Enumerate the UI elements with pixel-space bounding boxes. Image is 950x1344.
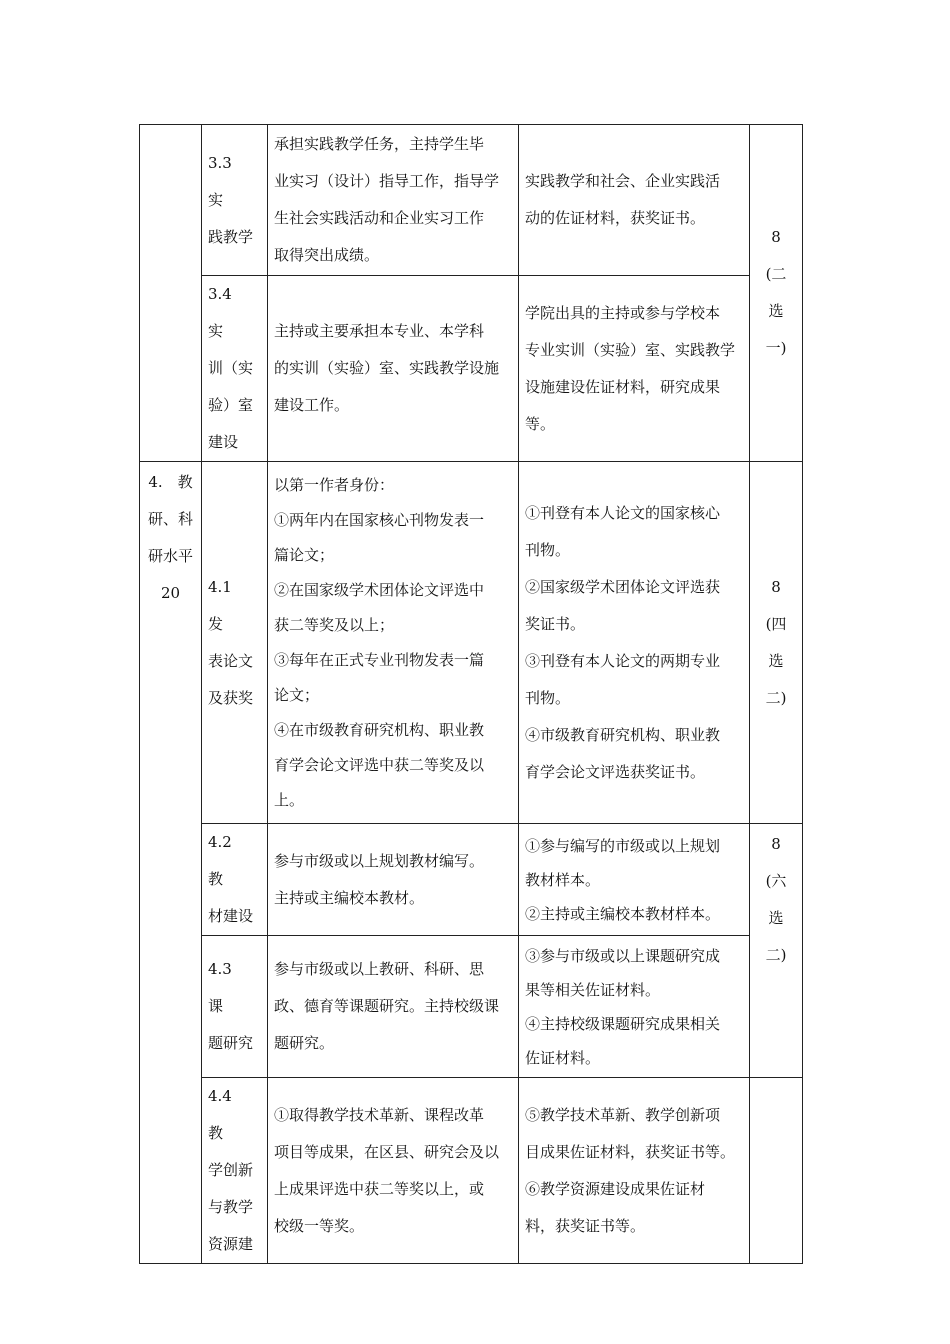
item-cell: 4.3 课 题研究 bbox=[202, 936, 268, 1078]
item-cell: 4.2 教 材建设 bbox=[202, 824, 268, 936]
table-row bbox=[140, 1078, 803, 1264]
item-cell: 4.4 教 学创新 与教学 资源建 bbox=[202, 1078, 268, 1264]
requirement-cell: 以第一作者身份： ①两年内在国家核心刊物发表一 篇论文； ②在国家级学术团体论文评选中 获二等奖及以上； ③每年在正式专业刊物发表一篇 论文； ④在市级教育研究机构、职业教 育学会论文评选中获二等奖及以 上。 bbox=[268, 462, 519, 824]
item-cell: 3.3 实 践教学 bbox=[202, 125, 268, 276]
evidence-cell: ⑤教学技术革新、教学创新项 目成果佐证材料，获奖证书等。 ⑥教学资源建设成果佐证材 料，获奖证书等。 bbox=[519, 1078, 750, 1264]
table-row bbox=[140, 125, 803, 276]
table-row bbox=[140, 462, 803, 824]
item-cell: 3.4 实 训（实 验）室 建设 bbox=[202, 276, 268, 462]
score-cell-empty bbox=[750, 1078, 803, 1264]
evidence-cell: 学院出具的主持或参与学校本 专业实训（实验）室、实践教学 设施建设佐证材料，研究成果 等。 bbox=[519, 276, 750, 462]
table-row bbox=[140, 276, 803, 462]
evidence-cell: ③参与市级或以上课题研究成 果等相关佐证材料。 ④主持校级课题研究成果相关 佐证材料。 bbox=[519, 936, 750, 1078]
evidence-cell: ①参与编写的市级或以上规划 教材样本。 ②主持或主编校本教材样本。 bbox=[519, 824, 750, 936]
score-cell: 8 (二 选 一) bbox=[750, 125, 803, 462]
requirement-cell: 参与市级或以上规划教材编写。 主持或主编校本教材。 bbox=[268, 824, 519, 936]
item-cell: 4.1 发 表论文 及获奖 bbox=[202, 462, 268, 824]
requirement-cell: ①取得教学技术革新、课程改革 项目等成果，在区县、研究会及以 上成果评选中获二等奖以上，或 校级一等奖。 bbox=[268, 1078, 519, 1264]
category-cell-empty bbox=[140, 125, 202, 462]
score-cell: 8 (四 选 二) bbox=[750, 462, 803, 824]
requirement-cell: 承担实践教学任务，主持学生毕 业实习（设计）指导工作，指导学 生社会实践活动和企业实习工作 取得突出成绩。 bbox=[268, 125, 519, 276]
evidence-cell: ①刊登有本人论文的国家核心 刊物。 ②国家级学术团体论文评选获 奖证书。 ③刊登有本人论文的两期专业 刊物。 ④市级教育研究机构、职业教 育学会论文评选获奖证书。 bbox=[519, 462, 750, 824]
table-row bbox=[140, 936, 803, 1078]
table-row bbox=[140, 824, 803, 936]
requirement-cell: 参与市级或以上教研、科研、思 政、德育等课题研究。主持校级课 题研究。 bbox=[268, 936, 519, 1078]
category-cell: 4. 教 研、科 研水平 20 bbox=[140, 462, 202, 1264]
evaluation-table bbox=[139, 124, 803, 1264]
evidence-cell: 实践教学和社会、企业实践活 动的佐证材料，获奖证书。 bbox=[519, 125, 750, 276]
score-cell: 8 (六 选 二) bbox=[750, 824, 803, 1078]
requirement-cell: 主持或主要承担本专业、本学科 的实训（实验）室、实践教学设施 建设工作。 bbox=[268, 276, 519, 462]
